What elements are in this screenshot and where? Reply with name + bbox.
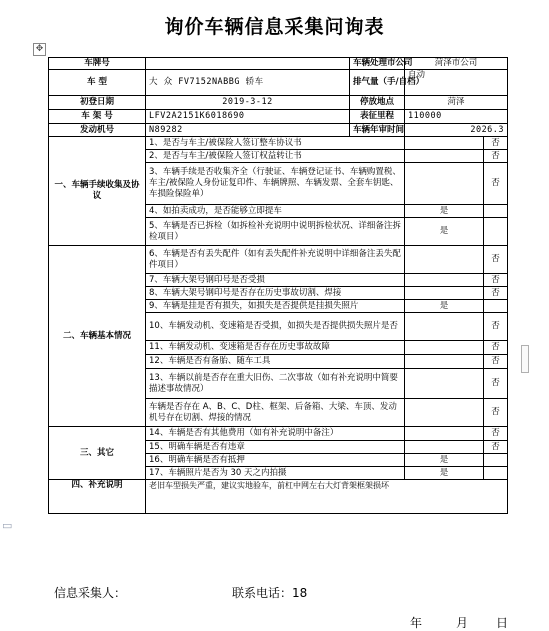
item-pillar-yes[interactable] — [405, 399, 484, 427]
item-14-no[interactable]: 否 — [484, 427, 508, 441]
item-11-text: 11、车辆发动机、变速箱是否存在历史事故故障 — [146, 341, 405, 355]
model-label: 车 型 — [49, 70, 146, 96]
section-basic-label: 二、车辆基本情况 — [49, 246, 146, 427]
collector-label: 信息采集人： — [54, 586, 127, 600]
item-14-yes[interactable] — [405, 427, 484, 441]
item-7-yes[interactable] — [405, 274, 484, 287]
item-6-no[interactable]: 否 — [484, 246, 508, 274]
item-9-no[interactable] — [484, 300, 508, 313]
item-9-yes[interactable]: 是 — [405, 300, 484, 313]
frame-value[interactable]: LFV2A2151K6018690 — [146, 110, 350, 124]
item-3-yes[interactable] — [405, 163, 484, 205]
inquiry-form-table — [48, 57, 508, 514]
item-11-yes[interactable] — [405, 341, 484, 355]
supplement-text[interactable]: 老旧车型损失严重，建议实地验车，前杠中网左右大灯背架框架损坏 — [146, 480, 508, 514]
item-16-yes[interactable]: 是 — [405, 454, 484, 467]
plate-value[interactable] — [146, 58, 350, 70]
item-17-text: 17、车辆照片是否为 30 天之内拍摄 — [146, 467, 405, 480]
model-value[interactable]: 大 众 FV7152NABBG 轿车 — [146, 70, 350, 96]
item-1-yes[interactable] — [405, 137, 484, 150]
item-5-yes[interactable]: 是 — [405, 218, 484, 246]
item-13-yes[interactable] — [405, 369, 484, 399]
item-3-no[interactable]: 否 — [484, 163, 508, 205]
item-9-text: 9、车辆是挂是否有损失，如损失是否提供是挂损失照片 — [146, 300, 405, 313]
engine-value[interactable]: N89282 — [146, 124, 350, 137]
month-label: 月 — [456, 616, 469, 630]
item-16-no[interactable] — [484, 454, 508, 467]
section-other-label: 三、其它 — [49, 427, 146, 480]
day-label: 日 — [496, 616, 509, 630]
item-5-no[interactable] — [484, 218, 508, 246]
displacement-value[interactable]: 自动 — [405, 70, 508, 96]
item-4-yes[interactable]: 是 — [405, 205, 484, 218]
phone-label: 联系电话： — [232, 586, 293, 600]
item-17-yes[interactable]: 是 — [405, 467, 484, 480]
plate-label: 车牌号 — [49, 58, 146, 70]
displacement-label: 排气量（手/自档） — [350, 70, 405, 96]
item-15-text: 15、明确车辆是否有违章 — [146, 441, 405, 454]
item-10-text: 10、车辆发动机、变速箱是否受损，如损失是否提供损失照片是否 — [146, 313, 405, 341]
item-16-text: 16、明确车辆是否有抵押 — [146, 454, 405, 467]
item-4-no[interactable] — [484, 205, 508, 218]
item-1-text: 1、是否与车主/被保险人签订整车协议书 — [146, 137, 405, 150]
item-2-yes[interactable] — [405, 150, 484, 163]
item-12-text: 12、车辆是否有备胎、随车工具 — [146, 355, 405, 369]
form-title: 询价车辆信息采集问询表 — [164, 16, 385, 38]
year-label: 年 — [410, 616, 423, 630]
item-5-text: 5、车辆是否已拆检（如拆检补充说明中说明拆检状况、详细备注拆检项目） — [146, 218, 405, 246]
table-resize-handle[interactable] — [521, 345, 529, 373]
section-documents-label: 一、车辆手续收集及协议 — [49, 137, 146, 246]
inspection-value[interactable]: 2026.3 — [405, 124, 508, 137]
park-label: 停放地点 — [350, 96, 405, 110]
item-6-yes[interactable] — [405, 246, 484, 274]
item-12-no[interactable]: 否 — [484, 355, 508, 369]
item-10-yes[interactable] — [405, 313, 484, 341]
reg-date-value[interactable]: 2019-3-12 — [146, 96, 350, 110]
item-6-text: 6、车辆是否有丢失配件（如有丢失配件补充说明中详细备注丢失配件项目） — [146, 246, 405, 274]
item-4-text: 4、如拍卖成功，是否能够立即提车 — [146, 205, 405, 218]
item-14-text: 14、车辆是否有其他费用（如有补充说明中备注） — [146, 427, 405, 441]
phone-line — [232, 584, 307, 601]
date-line — [410, 614, 508, 631]
item-8-text: 8、车辆大架号钢印号是否存在历史事故切割、焊接 — [146, 287, 405, 300]
item-10-no[interactable]: 否 — [484, 313, 508, 341]
mileage-value[interactable]: 110000 — [405, 110, 508, 124]
item-1-no[interactable]: 否 — [484, 137, 508, 150]
item-7-text: 7、车辆大架号钢印号是否受损 — [146, 274, 405, 287]
mileage-label: 表征里程 — [350, 110, 405, 124]
item-2-text: 2、是否与车主/被保险人签订权益转让书 — [146, 150, 405, 163]
document-icon: ▭ — [2, 519, 13, 532]
inspection-label: 车辆年审时间 — [350, 124, 405, 137]
item-7-no[interactable]: 否 — [484, 274, 508, 287]
item-8-yes[interactable] — [405, 287, 484, 300]
location-label: 车辆处理市公司 — [350, 58, 405, 70]
item-12-yes[interactable] — [405, 355, 484, 369]
item-11-no[interactable]: 否 — [484, 341, 508, 355]
engine-label: 发动机号 — [49, 124, 146, 137]
item-15-yes[interactable] — [405, 441, 484, 454]
item-pillar-no[interactable]: 否 — [484, 399, 508, 427]
item-3-text: 3、车辆手续是否收集齐全（行驶证、车辆登记证书、车辆购置税、车主/被保险人身份证复印件、车辆牌照、车辆发票、全套车钥匙、车损险保险单） — [146, 163, 405, 205]
park-value[interactable]: 菏泽 — [405, 96, 508, 110]
item-15-no[interactable]: 否 — [484, 441, 508, 454]
item-13-no[interactable]: 否 — [484, 369, 508, 399]
reg-date-label: 初登日期 — [49, 96, 146, 110]
item-13-text: 13、车辆以前是否存在重大旧伤、二次事故（如有补充说明中简要描述事故情况） — [146, 369, 405, 399]
item-2-no[interactable]: 否 — [484, 150, 508, 163]
section-supplement-label: 四、补充说明 — [49, 480, 146, 514]
frame-label: 车 架 号 — [49, 110, 146, 124]
location-value[interactable]: 菏泽市公司 — [405, 58, 508, 70]
item-17-no[interactable] — [484, 467, 508, 480]
table-move-handle-icon[interactable]: ✥ — [33, 43, 46, 56]
phone-value[interactable]: 18 — [292, 586, 308, 600]
item-8-no[interactable]: 否 — [484, 287, 508, 300]
item-pillar-text: 车辆是否存在 A、B、C、D柱、框架、后备箱、大梁、车顶、发动机号存在切割、焊接的情况 — [146, 399, 405, 427]
